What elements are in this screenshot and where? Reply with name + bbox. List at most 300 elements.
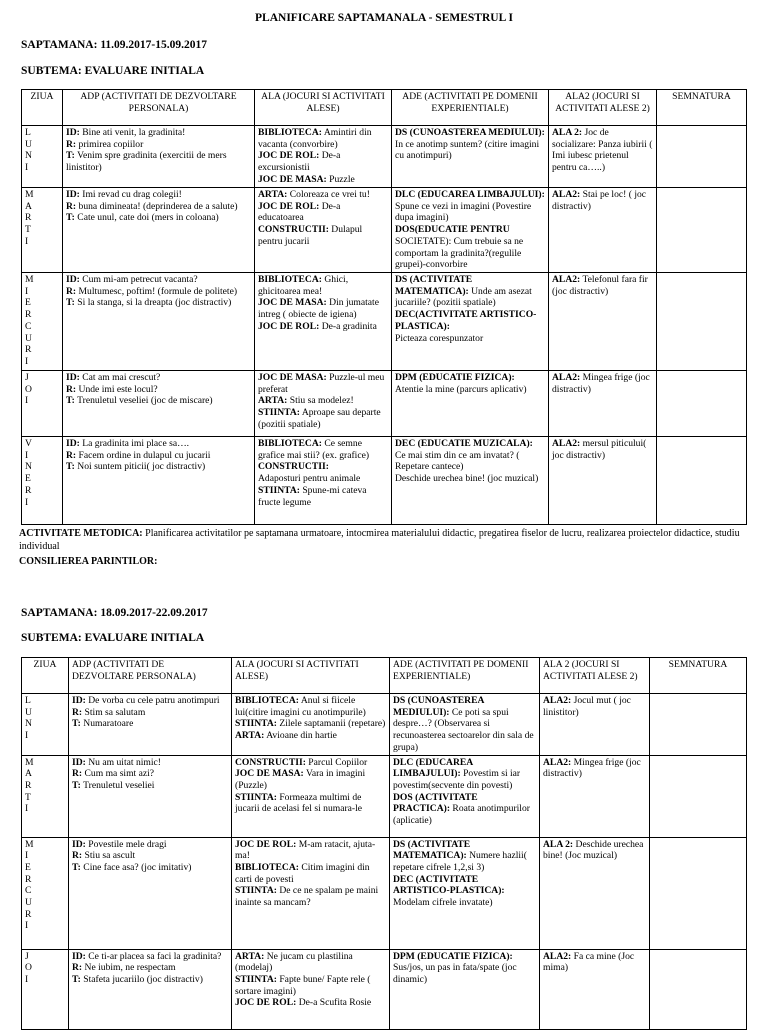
day-letter: I (25, 235, 29, 247)
activity-text: Puzzle-ul meu preferat (258, 372, 385, 395)
activity-text: Povestile mele dragi (85, 838, 167, 850)
activity-label: JOC DE MASA: (258, 372, 327, 383)
activity-entry (395, 438, 545, 450)
week-2-theme: SUBTEMA: EVALUARE INITIALA (21, 632, 205, 644)
activity-entry (66, 438, 251, 450)
header-ade: ADE (ACTIVITATI PE DOMENII EXPERIENTIALE) (392, 90, 549, 126)
ala2-cell (549, 273, 657, 371)
activity-entry (72, 962, 228, 974)
day-letter: L (25, 127, 31, 138)
activity-entry (72, 951, 228, 963)
activity-text: Si la stanga, si la dreapta (joc distractiv) (74, 297, 232, 309)
ala-cell (232, 837, 390, 949)
table-row (22, 694, 747, 756)
activity-entry (258, 473, 388, 485)
activity-label: ARTA: (235, 950, 265, 962)
activity-label: DPM (EDUCATIE FIZICA): (395, 372, 515, 383)
activity-label: CONSTRUCTII: (258, 224, 329, 236)
activity-entry (258, 274, 388, 297)
day-letter: J (25, 372, 29, 383)
activity-label: ALA2: (543, 950, 572, 962)
activity-label: ALA2: (543, 695, 572, 706)
activity-text: Fa ca mine (Joc mima) (543, 950, 635, 974)
header-adp: ADP (ACTIVITATI DE DEZVOLTARE PERSONALA) (69, 658, 232, 694)
signature-cell[interactable] (650, 755, 747, 837)
table-row (22, 273, 747, 371)
metodica-text: Planificarea activitatilor pe saptamana urmatoare, intocmirea materialului didactic, pregatirea fiselor de lucru, realizarea proiectelor didactice, studiu individual (19, 528, 740, 552)
day-letter: I (25, 850, 29, 862)
activity-label: ID: (72, 695, 86, 706)
activity-entry (395, 333, 545, 345)
ade-cell (392, 126, 549, 188)
adp-cell (63, 437, 255, 525)
activity-entry (258, 201, 388, 224)
activity-entry (72, 768, 228, 780)
day-cell (22, 273, 63, 371)
activity-label: DOS (ACTIVITATE PRACTICA): (393, 791, 478, 815)
activity-label: ID: (66, 274, 80, 285)
activity-entry (235, 862, 386, 885)
activity-entry (72, 695, 228, 707)
activity-label: JOC DE MASA: (258, 173, 327, 185)
ade-cell (390, 837, 540, 949)
day-letter: O (25, 383, 32, 395)
activity-label: JOC DE ROL: (258, 200, 320, 212)
activity-text: Joc de socializare: Panza iubirii ( Imi iubesc prietenul pentru ca…..) (552, 127, 653, 174)
day-letter: I (25, 973, 29, 985)
activity-entry (72, 839, 228, 851)
ala2-cell (549, 126, 657, 188)
signature-cell[interactable] (650, 694, 747, 756)
day-letter: I (25, 449, 29, 461)
day-cell (22, 126, 63, 188)
activity-entry (66, 297, 251, 309)
activity-label: STIINTA: (235, 718, 277, 730)
day-letter: I (25, 395, 29, 407)
activity-entry (393, 695, 536, 754)
activity-entry (72, 718, 228, 730)
activity-label: DOS(EDUCATIE PENTRU (395, 224, 510, 236)
signature-cell[interactable] (657, 437, 747, 525)
day-letter: E (25, 297, 31, 309)
week-1-plan-table (21, 89, 747, 525)
activity-label: ALA2: (552, 372, 581, 383)
activity-entry (235, 730, 386, 742)
activity-entry (235, 768, 386, 791)
activity-entry (66, 127, 251, 139)
activity-label: R: (66, 200, 77, 212)
header-ala2: ALA 2 (JOCURI SI ACTIVITATI ALESE 2) (540, 658, 650, 694)
ala2-cell (549, 371, 657, 437)
activity-entry (258, 174, 388, 186)
day-letter: V (25, 438, 32, 449)
activity-entry (235, 885, 386, 908)
activity-text: Unde imi este locul? (76, 383, 158, 395)
activity-entry (72, 780, 228, 792)
activity-text: De-a Scufita Rosie (296, 997, 372, 1009)
activity-text: buna dimineata! (deprinderea de a salute) (76, 200, 238, 212)
activity-text: Modelam cifrele invatate) (393, 897, 493, 909)
activity-entry (72, 757, 228, 769)
activity-label: T: (66, 150, 75, 162)
activity-entry (395, 372, 545, 384)
activity-entry (543, 839, 646, 862)
activity-entry (258, 372, 388, 395)
table-row (22, 126, 747, 188)
activity-text: Trenuletul veseliei (80, 779, 155, 791)
activity-entry (552, 127, 653, 174)
activity-entry (393, 897, 536, 909)
day-letter: A (25, 768, 32, 780)
activity-label: JOC DE MASA: (235, 768, 304, 780)
activity-label: ARTA: (235, 730, 265, 742)
activity-label: BIBLIOTECA: (235, 861, 299, 873)
week-1-label: SAPTAMANA: 11.09.2017-15.09.2017 (21, 39, 208, 51)
activity-text: Zilele saptamanii (repetare) (276, 718, 386, 730)
activity-entry (552, 274, 653, 297)
activity-entry (235, 695, 386, 718)
activity-entry (395, 189, 545, 224)
activity-text: Puzzle (326, 173, 355, 185)
activity-label: STIINTA: (258, 407, 300, 419)
activity-label: DPM (EDUCATIE FIZICA): (393, 950, 513, 962)
day-letter: R (25, 212, 32, 224)
header-ade: ADE (ACTIVITATI PE DOMENII EXPERIENTIALE) (390, 658, 540, 694)
activity-label: DS (ACTIVITATE MATEMATICA): (393, 838, 471, 862)
activity-entry (395, 127, 545, 162)
activity-text: Imi revad cu drag colegii! (79, 189, 182, 200)
activity-label: R: (66, 383, 77, 395)
adp-cell (69, 694, 232, 756)
day-letter: N (25, 150, 32, 162)
ala-cell (232, 755, 390, 837)
header-ala: ALA (JOCURI SI ACTIVITATI ALESE) (255, 90, 392, 126)
adp-cell (63, 126, 255, 188)
activity-entry (66, 384, 251, 396)
activity-text: De-a educatoarea (258, 200, 341, 224)
ala2-cell (540, 694, 650, 756)
activity-text: Picteaza corespunzator (395, 332, 484, 344)
activity-entry (543, 757, 646, 780)
activity-text: SOCIETATE): Cum trebuie sa ne comportam la gradinita?(regulile grupei)-convorbire (395, 235, 524, 271)
activity-label: BIBLIOTECA: (258, 438, 322, 449)
activity-text: Atentie la mine (parcurs aplicativ) (395, 383, 527, 395)
ala-cell (232, 694, 390, 756)
ala2-cell (549, 437, 657, 525)
activity-text: Coloreaza ce vrei tu! (287, 189, 370, 200)
activity-entry (66, 395, 251, 407)
ala-cell (255, 273, 392, 371)
day-letter: M (25, 838, 34, 850)
day-letter: M (25, 756, 34, 768)
ala2-cell (549, 188, 657, 273)
activity-text: Sus/jos, un pas in fata/spate (joc dinamic) (393, 962, 517, 985)
day-letter: A (25, 200, 32, 212)
activity-text: Noi suntem piticii( joc distractiv) (74, 461, 206, 473)
activity-entry (393, 839, 536, 874)
activity-text: Deschide urechea bine! (joc muzical) (395, 473, 539, 485)
activity-text: Telefonul fara fir (joc distractiv) (552, 274, 648, 297)
ade-cell (390, 949, 540, 1029)
activity-text: Deschide urechea bine! (Joc muzical) (543, 838, 644, 862)
activity-text: Cine face asa? (joc imitativ) (80, 861, 192, 873)
activity-label: R: (66, 449, 77, 461)
activity-label: ID: (72, 950, 86, 962)
activity-entry (258, 461, 388, 473)
activity-entry (258, 407, 388, 430)
ade-cell (392, 437, 549, 525)
day-cell (22, 694, 69, 756)
signature-cell[interactable] (650, 837, 747, 949)
activity-label: BIBLIOTECA: (235, 695, 299, 706)
activity-text: De ce ne spalam pe maini inainte sa mancam? (235, 885, 379, 909)
table-row (22, 949, 747, 1029)
activity-entry (393, 951, 536, 986)
signature-cell[interactable] (650, 949, 747, 1029)
table-row (22, 371, 747, 437)
week-2-label: SAPTAMANA: 18.09.2017-22.09.2017 (21, 607, 208, 619)
activity-label: DS (ACTIVITATE MATEMATICA): (395, 274, 473, 297)
activity-label: ALA2: (552, 274, 581, 285)
activity-entry (72, 707, 228, 719)
day-letter: I (25, 803, 29, 815)
header-adp: ADP (ACTIVITATI DE DEZVOLTARE PERSONALA) (63, 90, 255, 126)
day-letter: U (25, 332, 32, 344)
activity-text: Stim sa salutam (82, 706, 146, 718)
day-cell (22, 837, 69, 949)
day-letter: T (25, 791, 31, 803)
activity-entry (393, 874, 536, 897)
activity-label: ID: (66, 127, 80, 138)
day-letter: R (25, 344, 32, 356)
day-cell (22, 949, 69, 1029)
activity-label: ALA2: (552, 189, 581, 200)
ala-cell (255, 437, 392, 525)
ala2-cell (540, 949, 650, 1029)
activity-text: In ce anotimp suntem? (citire imagini cu anotimpuri) (395, 138, 540, 162)
activity-text: Ce mai stim din ce am invatat? ( Repetare cantece) (395, 449, 520, 473)
activity-text: Amintiri din vacanta (convorbire) (258, 127, 372, 150)
day-letter: I (25, 355, 29, 367)
activity-label: T: (72, 973, 81, 985)
activity-label: ARTA: (258, 189, 288, 200)
activity-text: Mingea frige (joc distractiv) (552, 372, 650, 395)
activity-entry (258, 321, 388, 333)
activity-text: Facem ordine in dulapul cu jucarii (76, 449, 211, 461)
activity-entry (395, 384, 545, 396)
activity-text: Nu am uitat nimic! (85, 756, 161, 768)
activity-text: Cate unul, cate doi (mers in coloana) (74, 212, 219, 224)
signature-cell[interactable] (657, 273, 747, 371)
activity-text: primirea copiilor (76, 138, 144, 150)
activity-entry (66, 150, 251, 173)
activity-text: Spune ce vezi in imagini (Povestire dupa imagini) (395, 200, 532, 224)
activity-label: T: (72, 779, 81, 791)
day-letter: C (25, 885, 32, 897)
day-letter: M (25, 189, 34, 200)
activity-text: Mingea frige (joc distractiv) (543, 756, 641, 780)
activity-label: JOC DE ROL: (235, 997, 297, 1009)
activity-text: Numaratoare (80, 718, 134, 730)
activity-label: CONSTRUCTII: (235, 756, 306, 768)
activity-text: Dulapul pentru jucarii (258, 224, 363, 247)
activitate-metodica (19, 528, 744, 553)
activity-label: JOC DE ROL: (258, 150, 320, 162)
activity-label: T: (66, 212, 75, 224)
activity-text: Spune-mi cateva fructe legume (258, 484, 367, 508)
activity-text: Ce semne grafice mai stii? (ex. grafice) (258, 438, 370, 461)
activity-label: ALA2: (552, 438, 581, 449)
day-letter: I (25, 162, 29, 174)
activity-label: STIINTA: (235, 885, 277, 897)
activity-text: Avioane din hartie (264, 730, 337, 742)
activity-label: DEC (ACTIVITATE ARTISTICO-PLASTICA): (393, 873, 505, 897)
ade-cell (392, 273, 549, 371)
activity-text: Ne jucam cu plastilina (modelaj) (235, 950, 353, 974)
activity-label: BIBLIOTECA: (258, 274, 322, 285)
week-1-theme: SUBTEMA: EVALUARE INITIALA (21, 65, 205, 77)
consilierea-parintilor: CONSILIEREA PARINTILOR: (19, 556, 158, 567)
table-row (22, 755, 747, 837)
table-row (22, 437, 747, 525)
header-ala2: ALA2 (JOCURI SI ACTIVITATI ALESE 2) (549, 90, 657, 126)
ade-cell (392, 371, 549, 437)
activity-entry (66, 189, 251, 201)
day-letter: R (25, 484, 32, 496)
activity-entry (395, 450, 545, 473)
activity-entry (258, 127, 388, 150)
week-2-plan-table (21, 657, 747, 1030)
activity-text: Vara in imagini (Puzzle) (235, 768, 366, 791)
activity-text: La gradinita imi place sa…. (79, 438, 190, 449)
activity-text: Multumesc, poftim! (formule de politete) (76, 285, 238, 297)
activity-text: Adaposturi pentru animale (258, 473, 361, 485)
activity-entry (235, 997, 386, 1009)
day-letter: L (25, 695, 31, 706)
ala-cell (255, 126, 392, 188)
activity-label: DEC (EDUCATIE MUZICALA): (395, 438, 533, 449)
activity-text: Aproape sau departe (pozitii spatiale) (258, 407, 381, 430)
activity-entry (258, 150, 388, 173)
ala-cell (255, 188, 392, 273)
activity-entry (395, 309, 545, 332)
day-letter: J (25, 950, 29, 962)
activity-text: M-am ratacit, ajuta-ma! (235, 838, 376, 862)
header-ziua: ZIUA (22, 658, 69, 694)
day-letter: I (25, 496, 29, 508)
activity-text: Stiu sa ascult (82, 850, 136, 862)
day-letter: N (25, 718, 32, 730)
ade-cell (390, 694, 540, 756)
day-letter: O (25, 962, 32, 974)
activity-text: Unde am asezat jucariile? (pozitii spatiale) (395, 285, 532, 309)
activity-text: Bine ati venit, la gradinita! (79, 127, 186, 138)
ade-cell (392, 188, 549, 273)
activity-text: Citim imagini din carti de povesti (235, 861, 370, 885)
day-letter: E (25, 861, 31, 873)
activity-entry (235, 951, 386, 974)
day-letter: E (25, 473, 31, 485)
ade-cell (390, 755, 540, 837)
activity-entry (258, 395, 388, 407)
day-letter: I (25, 285, 29, 297)
adp-cell (63, 273, 255, 371)
activity-text: Ce ti-ar placea sa faci la gradinita? (85, 950, 222, 962)
signature-cell[interactable] (657, 188, 747, 273)
day-letter: R (25, 873, 32, 885)
activity-text: De vorba cu cele patru anotimpuri (85, 695, 220, 706)
activity-entry (66, 274, 251, 286)
activity-label: ALA 2: (543, 838, 574, 850)
activity-label: R: (72, 850, 83, 862)
activity-label: JOC DE MASA: (258, 297, 327, 309)
activity-entry (552, 189, 653, 212)
activity-text: Ghici, ghicitoarea mea! (258, 274, 349, 297)
activity-text: De-a excursionistii (258, 150, 341, 174)
activity-label: R: (66, 285, 77, 297)
activity-label: R: (72, 706, 83, 718)
activity-text: Din jumatate intreg ( obiecte de igiena) (258, 297, 379, 321)
activity-label: R: (72, 962, 83, 974)
header-ala: ALA (JOCURI SI ACTIVITATI ALESE) (232, 658, 390, 694)
activity-entry (258, 438, 388, 461)
activity-label: STIINTA: (258, 484, 300, 496)
activity-text: Ce poti sa spui despre…? (Observarea si recunoasterea sectoarelor din sala de grupa) (393, 706, 534, 753)
activity-entry (235, 718, 386, 730)
activity-label: ID: (72, 838, 86, 850)
day-letter: N (25, 461, 32, 473)
activity-label: ALA2: (543, 756, 572, 768)
activity-label: R: (66, 138, 77, 150)
day-letter: M (25, 274, 34, 285)
activity-label: JOC DE ROL: (235, 838, 297, 850)
table-row (22, 188, 747, 273)
activity-label: T: (72, 718, 81, 730)
day-cell (22, 755, 69, 837)
day-letter: I (25, 920, 29, 932)
day-letter: C (25, 320, 32, 332)
activity-text: Stai pe loc! ( joc distractiv) (552, 189, 647, 212)
activity-entry (258, 189, 388, 201)
day-letter: I (25, 730, 29, 742)
signature-cell[interactable] (657, 126, 747, 188)
adp-cell (69, 837, 232, 949)
adp-cell (69, 949, 232, 1029)
day-letter: U (25, 138, 32, 150)
adp-cell (63, 371, 255, 437)
activity-label: ALA 2: (552, 127, 583, 138)
activity-text: Parcul Copiilor (305, 756, 368, 768)
metodica-label: ACTIVITATE METODICA: (19, 528, 143, 539)
activity-label: DLC (EDUCAREA LIMBAJULUI): (393, 756, 473, 780)
activity-label: JOC DE ROL: (258, 320, 320, 332)
activity-label: DLC (EDUCAREA LIMBAJULUI): (395, 189, 545, 200)
activity-entry (395, 473, 545, 485)
activity-label: DEC(ACTIVITATE ARTISTICO-PLASTICA): (395, 309, 537, 332)
activity-text: De-a gradinita (319, 320, 377, 332)
table-row (22, 837, 747, 949)
activity-entry (552, 372, 653, 395)
activity-entry (395, 224, 545, 271)
activity-entry (543, 695, 646, 718)
ala2-cell (540, 755, 650, 837)
day-cell (22, 437, 63, 525)
activity-entry (258, 297, 388, 320)
activity-text: Stiu sa modelez! (287, 395, 354, 407)
activity-entry (543, 951, 646, 974)
signature-cell[interactable] (657, 371, 747, 437)
activity-entry (72, 974, 228, 986)
